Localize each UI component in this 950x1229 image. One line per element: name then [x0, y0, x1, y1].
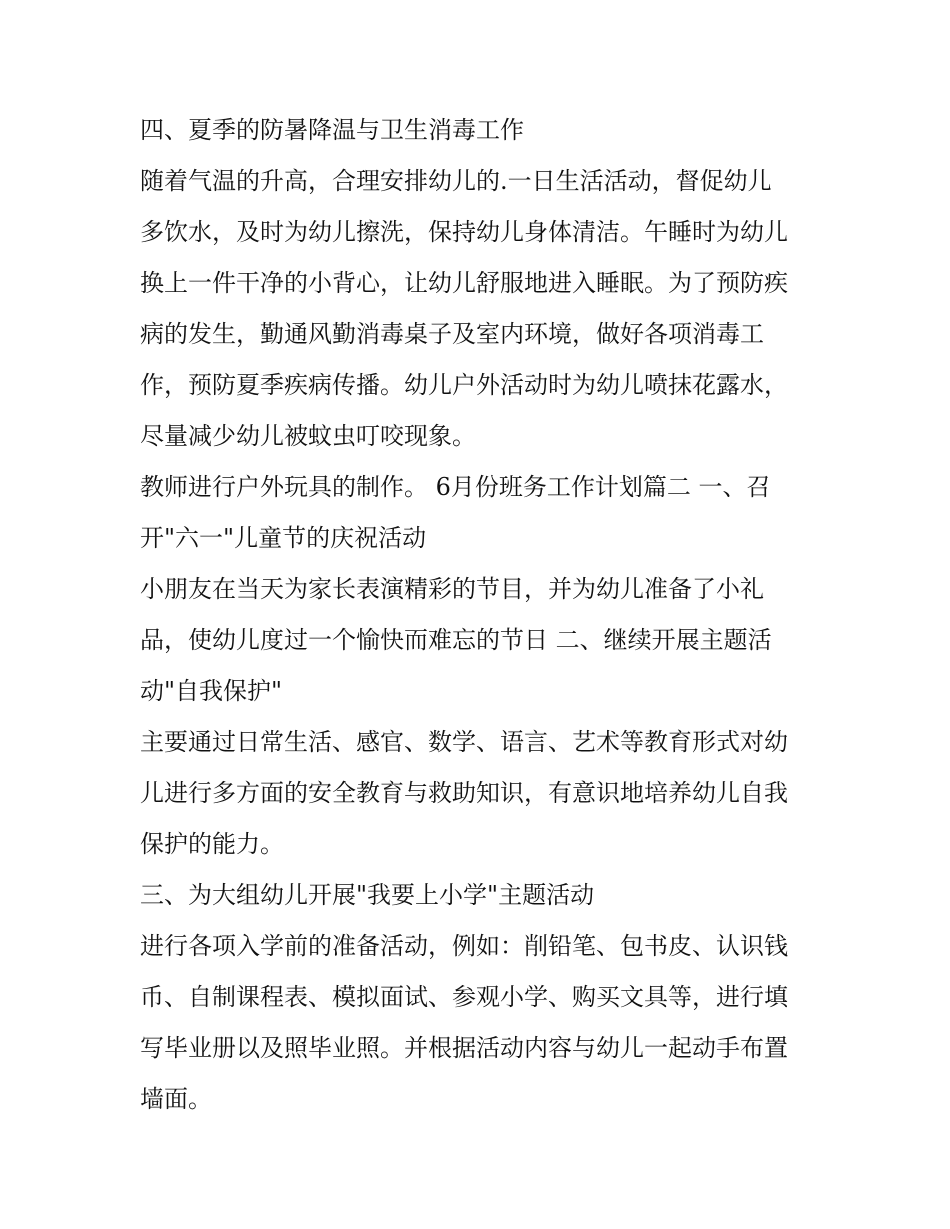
text-line: 作，预防夏季疾病传播。幼儿户外活动时为幼儿喷抹花露水，: [140, 371, 788, 399]
text-line: 写毕业册以及照毕业照。并根据活动内容与幼儿一起动手布置: [140, 1034, 788, 1062]
text-line: 病的发生，勤通风勤消毒桌子及室内环境，做好各项消毒工: [140, 320, 764, 348]
document-body: [140, 105, 820, 1125]
text-line: 进行各项入学前的准备活动，例如：削铅笔、包书皮、认识钱: [140, 932, 788, 960]
text-line: 尽量减少幼儿被蚊虫叮咬现象。: [140, 422, 476, 450]
text-line: 儿进行多方面的安全教育与救助知识，有意识地培养幼儿自我: [140, 779, 788, 807]
text-line: 换上一件干净的小背心，让幼儿舒服地进入睡眠。为了预防疾: [140, 269, 788, 297]
text-line: 币、自制课程表、模拟面试、参观小学、购买文具等，进行填: [140, 983, 788, 1011]
text-line: 主要通过日常生活、感官、数学、语言、艺术等教育形式对幼: [140, 728, 788, 756]
text-line: 开"六一"儿童节的庆祝活动: [140, 524, 427, 552]
text-line: 多饮水，及时为幼儿擦洗，保持幼儿身体清洁。午睡时为幼儿: [140, 218, 788, 246]
text-line: 保护的能力。: [140, 830, 284, 858]
section-heading-summer: 四、夏季的防暑降温与卫生消毒工作: [140, 116, 524, 144]
section-heading-school: 三、为大组幼儿开展"我要上小学"主题活动: [140, 881, 595, 909]
text-line: 动"自我保护": [140, 677, 283, 705]
text-line: 小朋友在当天为家长表演精彩的节目，并为幼儿准备了小礼: [140, 575, 764, 603]
text-line: 墙面。: [140, 1085, 212, 1113]
text-line: 教师进行户外玩具的制作。 6月份班务工作计划篇二 一、召: [140, 473, 771, 501]
text-line: 品，使幼儿度过一个愉快而难忘的节日 二、继续开展主题活: [140, 626, 772, 654]
text-line: 随着气温的升高，合理安排幼儿的.一日生活活动，督促幼儿: [140, 167, 772, 195]
